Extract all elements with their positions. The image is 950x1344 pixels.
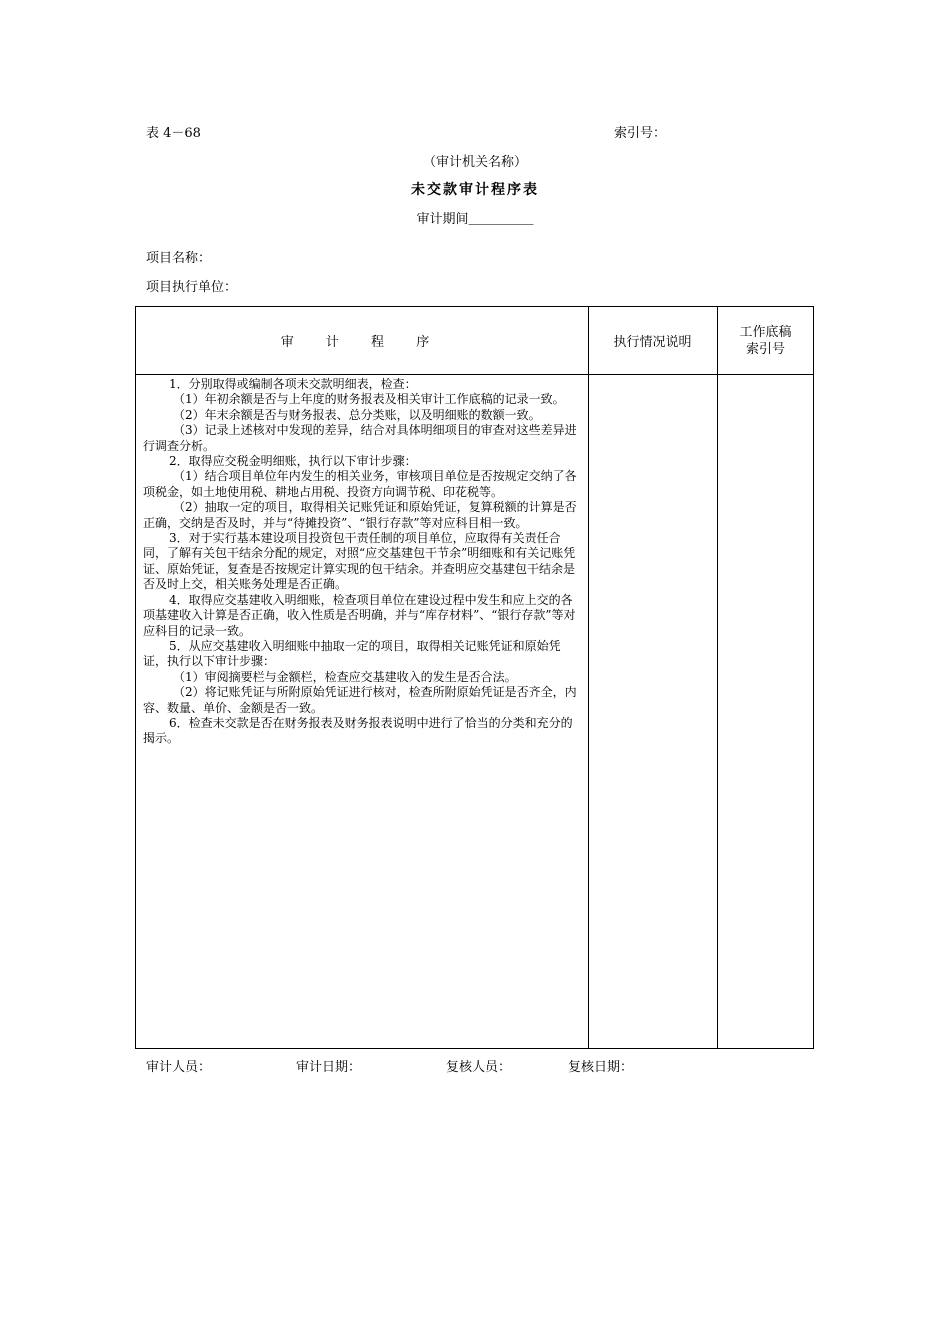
procedure-item: 3．对于实行基本建设项目投资包干责任制的项目单位，应取得有关责任合同，了解有关包干结余分配的规定，对照“应交基建包干节余”明细账和有关记账凭证、原始凭证，复查是否按规定计算实现的包干结余。并查明应交基建包干结余是否及时上交，相关账务处理是否正确。 xyxy=(143,531,576,592)
procedure-item: 1．分别取得或编制各项未交款明细表，检查： xyxy=(169,377,417,391)
procedure-item: 4．取得应交基建收入明细账，检查项目单位在建设过程中发生和应上交的各项基建收入计算是否正确，收入性质是否明确，并与“库存材料”、“银行存款”等对应科目的记录一致。 xyxy=(143,592,576,638)
procedure-item: 6．检查未交款是否在财务报表及财务报表说明中进行了恰当的分类和充分的揭示。 xyxy=(143,715,573,746)
agency-name: （审计机关名称） xyxy=(422,155,527,170)
execution-column-header: 执行情况说明 xyxy=(613,335,692,350)
procedure-subitem: （1）结合项目单位年内发生的相关业务，审核项目单位是否按规定交纳了各项税金，如土地使用税、耕地占用税、投资方向调节税、印花税等。 xyxy=(143,469,577,499)
procedure-subitem: （3）记录上述核对中发现的差异，结合对具体明细项目的审查对这些差异进行调查分析。 xyxy=(143,423,577,453)
audit-procedure-table xyxy=(135,306,814,1049)
workpaper-ref-header-line2: 索引号 xyxy=(745,341,785,357)
procedure-subitem: （2）抽取一定的项目，取得相关记账凭证和原始凭证，复算税额的计算是否正确，交纳是否及时，并与“待摊投资”、“银行存款”等对应科目相一致。 xyxy=(143,500,577,530)
procedure-column-header: 审 计 程 序 xyxy=(280,335,444,350)
header-divider xyxy=(136,374,813,375)
procedure-subitem: （2）将记账凭证与所附原始凭证进行核对，检查所附原始凭证是否齐全，内容、数量、单价、金额是否一致。 xyxy=(143,685,577,715)
auditor-label: 审计人员： xyxy=(146,1060,212,1075)
page-title: 未交款审计程序表 xyxy=(411,182,539,198)
procedure-subitem: （1）年初余额是否与上年度的财务报表及相关审计工作底稿的记录一致。 xyxy=(173,392,565,407)
procedure-body xyxy=(143,377,583,747)
column-divider xyxy=(588,307,589,1048)
procedure-subitem: （1）审阅摘要栏与金额栏，检查应交基建收入的发生是否合法。 xyxy=(173,669,517,684)
audit-period: 审计期间＿＿＿＿＿ xyxy=(416,212,534,227)
procedure-item: 5．从应交基建收入明细账中抽取一定的项目，取得相关记账凭证和原始凭证，执行以下审计步骤： xyxy=(143,638,561,669)
column-divider xyxy=(717,307,718,1048)
workpaper-ref-column-header xyxy=(717,307,814,374)
project-unit-label: 项目执行单位： xyxy=(146,280,238,295)
audit-date-label: 审计日期： xyxy=(296,1060,362,1075)
procedure-item: 2．取得应交税金明细账，执行以下审计步骤： xyxy=(169,454,417,469)
procedure-subitem: （2）年末余额是否与财务报表、总分类账，以及明细账的数额一致。 xyxy=(173,407,541,422)
review-date-label: 复核日期： xyxy=(568,1060,634,1075)
index-number-label: 索引号： xyxy=(614,126,667,141)
workpaper-ref-header-line1: 工作底稿 xyxy=(739,324,792,340)
reviewer-label: 复核人员： xyxy=(446,1060,512,1075)
table-number: 表 4－68 xyxy=(146,126,201,141)
project-name-label: 项目名称： xyxy=(146,251,212,266)
